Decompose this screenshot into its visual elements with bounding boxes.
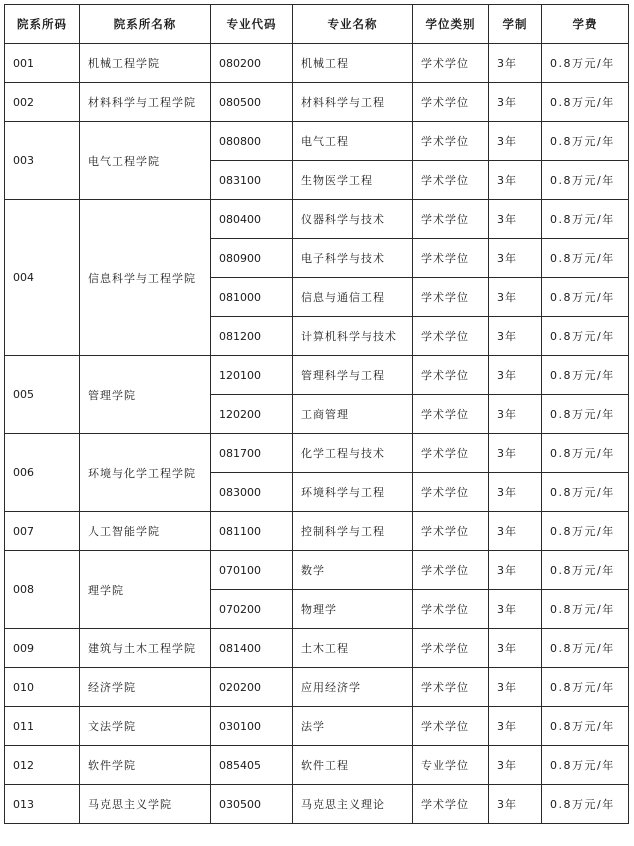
major-name-cell: 计算机科学与技术 [293, 317, 413, 356]
major-code-cell: 080800 [211, 122, 293, 161]
tuition-cell: 0.8万元/年 [542, 395, 629, 434]
degree-type-cell: 学术学位 [413, 785, 489, 824]
school-code-cell: 006 [5, 434, 80, 512]
major-name-cell: 数学 [293, 551, 413, 590]
tuition-cell: 0.8万元/年 [542, 434, 629, 473]
school-name-cell: 机械工程学院 [80, 44, 211, 83]
school-code-cell: 012 [5, 746, 80, 785]
school-code-cell: 003 [5, 122, 80, 200]
degree-type-cell: 学术学位 [413, 356, 489, 395]
table-row [5, 356, 629, 395]
duration-cell: 3年 [489, 200, 542, 239]
major-code-cell: 080900 [211, 239, 293, 278]
major-code-cell: 080200 [211, 44, 293, 83]
header-major-name: 专业名称 [293, 5, 413, 44]
table-row [5, 44, 629, 83]
tuition-cell: 0.8万元/年 [542, 512, 629, 551]
major-name-cell: 马克思主义理论 [293, 785, 413, 824]
duration-cell: 3年 [489, 434, 542, 473]
header-degree-type: 学位类别 [413, 5, 489, 44]
school-name-cell: 文法学院 [80, 707, 211, 746]
degree-type-cell: 专业学位 [413, 746, 489, 785]
major-code-cell: 120200 [211, 395, 293, 434]
school-name-cell: 管理学院 [80, 356, 211, 434]
school-name-cell: 理学院 [80, 551, 211, 629]
duration-cell: 3年 [489, 512, 542, 551]
duration-cell: 3年 [489, 278, 542, 317]
major-code-cell: 020200 [211, 668, 293, 707]
duration-cell: 3年 [489, 395, 542, 434]
major-code-cell: 081200 [211, 317, 293, 356]
tuition-cell: 0.8万元/年 [542, 707, 629, 746]
degree-type-cell: 学术学位 [413, 317, 489, 356]
major-code-cell: 081400 [211, 629, 293, 668]
school-name-cell: 软件学院 [80, 746, 211, 785]
tuition-cell: 0.8万元/年 [542, 473, 629, 512]
major-code-cell: 070200 [211, 590, 293, 629]
major-name-cell: 材料科学与工程 [293, 83, 413, 122]
major-code-cell: 070100 [211, 551, 293, 590]
duration-cell: 3年 [489, 590, 542, 629]
major-code-cell: 081700 [211, 434, 293, 473]
school-name-cell: 电气工程学院 [80, 122, 211, 200]
tuition-cell: 0.8万元/年 [542, 551, 629, 590]
tuition-cell: 0.8万元/年 [542, 317, 629, 356]
table-row [5, 668, 629, 707]
school-name-cell: 人工智能学院 [80, 512, 211, 551]
duration-cell: 3年 [489, 317, 542, 356]
degree-type-cell: 学术学位 [413, 161, 489, 200]
major-code-cell: 120100 [211, 356, 293, 395]
major-name-cell: 物理学 [293, 590, 413, 629]
header-major-code: 专业代码 [211, 5, 293, 44]
degree-type-cell: 学术学位 [413, 668, 489, 707]
duration-cell: 3年 [489, 122, 542, 161]
tuition-cell: 0.8万元/年 [542, 785, 629, 824]
tuition-cell: 0.8万元/年 [542, 44, 629, 83]
school-code-cell: 005 [5, 356, 80, 434]
major-name-cell: 机械工程 [293, 44, 413, 83]
duration-cell: 3年 [489, 785, 542, 824]
school-code-cell: 002 [5, 83, 80, 122]
school-code-cell: 007 [5, 512, 80, 551]
school-code-cell: 004 [5, 200, 80, 356]
duration-cell: 3年 [489, 707, 542, 746]
major-code-cell: 083100 [211, 161, 293, 200]
major-name-cell: 化学工程与技术 [293, 434, 413, 473]
tuition-cell: 0.8万元/年 [542, 590, 629, 629]
header-tuition: 学费 [542, 5, 629, 44]
degree-type-cell: 学术学位 [413, 551, 489, 590]
duration-cell: 3年 [489, 551, 542, 590]
programs-table [4, 4, 629, 824]
major-code-cell: 030100 [211, 707, 293, 746]
header-row [5, 5, 629, 44]
tuition-cell: 0.8万元/年 [542, 668, 629, 707]
tuition-cell: 0.8万元/年 [542, 83, 629, 122]
school-code-cell: 011 [5, 707, 80, 746]
school-code-cell: 009 [5, 629, 80, 668]
tuition-cell: 0.8万元/年 [542, 356, 629, 395]
degree-type-cell: 学术学位 [413, 239, 489, 278]
major-name-cell: 土木工程 [293, 629, 413, 668]
table-row [5, 512, 629, 551]
major-code-cell: 081100 [211, 512, 293, 551]
school-code-cell: 010 [5, 668, 80, 707]
degree-type-cell: 学术学位 [413, 83, 489, 122]
tuition-cell: 0.8万元/年 [542, 278, 629, 317]
duration-cell: 3年 [489, 473, 542, 512]
table-row [5, 746, 629, 785]
school-name-cell: 材料科学与工程学院 [80, 83, 211, 122]
duration-cell: 3年 [489, 239, 542, 278]
degree-type-cell: 学术学位 [413, 590, 489, 629]
major-name-cell: 环境科学与工程 [293, 473, 413, 512]
degree-type-cell: 学术学位 [413, 122, 489, 161]
school-name-cell: 建筑与土木工程学院 [80, 629, 211, 668]
table-row [5, 200, 629, 239]
table-row [5, 434, 629, 473]
table-row [5, 83, 629, 122]
table-body [5, 44, 629, 824]
degree-type-cell: 学术学位 [413, 200, 489, 239]
table-header [5, 5, 629, 44]
major-name-cell: 生物医学工程 [293, 161, 413, 200]
degree-type-cell: 学术学位 [413, 473, 489, 512]
duration-cell: 3年 [489, 83, 542, 122]
school-name-cell: 马克思主义学院 [80, 785, 211, 824]
school-name-cell: 信息科学与工程学院 [80, 200, 211, 356]
duration-cell: 3年 [489, 161, 542, 200]
major-name-cell: 电气工程 [293, 122, 413, 161]
major-name-cell: 管理科学与工程 [293, 356, 413, 395]
major-code-cell: 030500 [211, 785, 293, 824]
major-name-cell: 法学 [293, 707, 413, 746]
tuition-cell: 0.8万元/年 [542, 161, 629, 200]
major-name-cell: 电子科学与技术 [293, 239, 413, 278]
duration-cell: 3年 [489, 356, 542, 395]
degree-type-cell: 学术学位 [413, 629, 489, 668]
table-row [5, 629, 629, 668]
tuition-cell: 0.8万元/年 [542, 122, 629, 161]
major-name-cell: 应用经济学 [293, 668, 413, 707]
table-row [5, 122, 629, 161]
school-code-cell: 008 [5, 551, 80, 629]
major-code-cell: 081000 [211, 278, 293, 317]
header-duration: 学制 [489, 5, 542, 44]
school-name-cell: 经济学院 [80, 668, 211, 707]
duration-cell: 3年 [489, 668, 542, 707]
tuition-cell: 0.8万元/年 [542, 746, 629, 785]
major-name-cell: 控制科学与工程 [293, 512, 413, 551]
school-name-cell: 环境与化学工程学院 [80, 434, 211, 512]
duration-cell: 3年 [489, 746, 542, 785]
table-row [5, 785, 629, 824]
duration-cell: 3年 [489, 44, 542, 83]
major-code-cell: 080500 [211, 83, 293, 122]
degree-type-cell: 学术学位 [413, 707, 489, 746]
header-school-name: 院系所名称 [80, 5, 211, 44]
degree-type-cell: 学术学位 [413, 395, 489, 434]
school-code-cell: 001 [5, 44, 80, 83]
degree-type-cell: 学术学位 [413, 44, 489, 83]
table-row [5, 707, 629, 746]
major-name-cell: 工商管理 [293, 395, 413, 434]
major-name-cell: 软件工程 [293, 746, 413, 785]
degree-type-cell: 学术学位 [413, 512, 489, 551]
tuition-cell: 0.8万元/年 [542, 239, 629, 278]
duration-cell: 3年 [489, 629, 542, 668]
table-row [5, 551, 629, 590]
tuition-cell: 0.8万元/年 [542, 200, 629, 239]
major-name-cell: 仪器科学与技术 [293, 200, 413, 239]
major-code-cell: 080400 [211, 200, 293, 239]
header-school-code: 院系所码 [5, 5, 80, 44]
degree-type-cell: 学术学位 [413, 278, 489, 317]
degree-type-cell: 学术学位 [413, 434, 489, 473]
major-code-cell: 083000 [211, 473, 293, 512]
major-name-cell: 信息与通信工程 [293, 278, 413, 317]
school-code-cell: 013 [5, 785, 80, 824]
major-code-cell: 085405 [211, 746, 293, 785]
tuition-cell: 0.8万元/年 [542, 629, 629, 668]
